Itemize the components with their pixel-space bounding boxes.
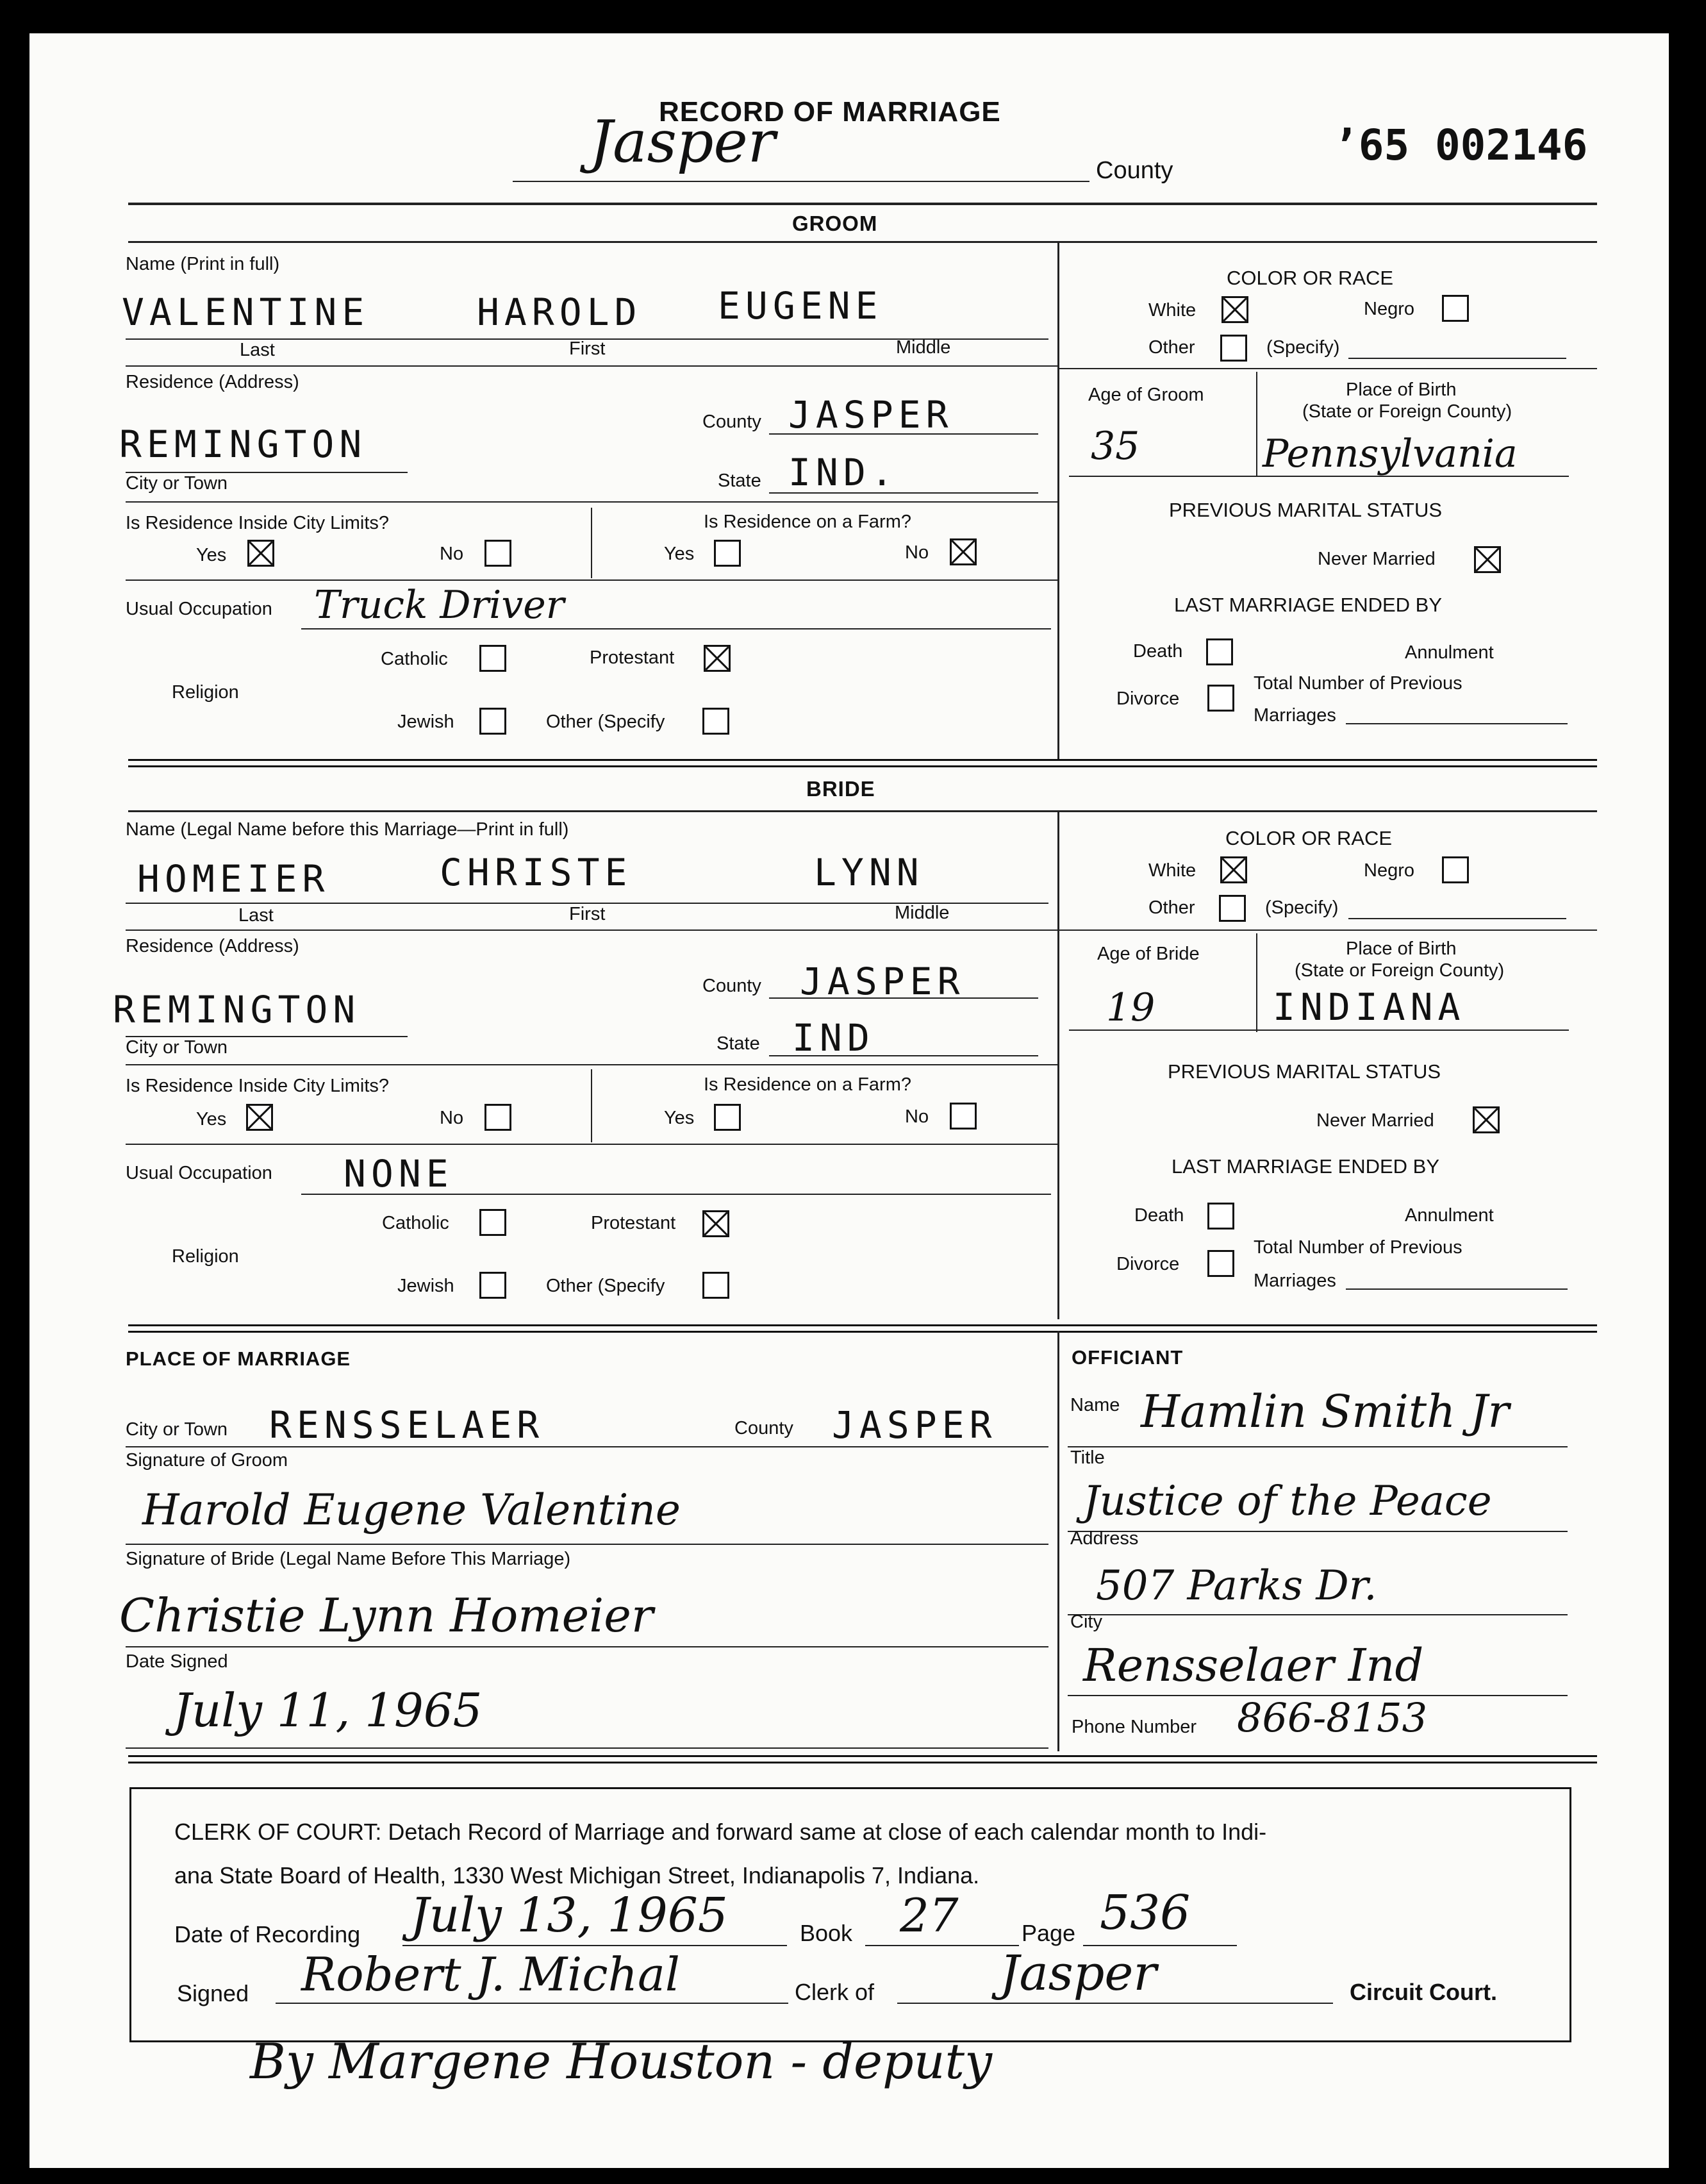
- bride-total-prev-line: [1346, 1288, 1568, 1290]
- groom-occupation-label: Usual Occupation: [126, 599, 272, 619]
- bride-last-caption: Last: [238, 905, 274, 926]
- marriage-city-line: [126, 1446, 1048, 1447]
- bride-last-name: HOMEIER: [137, 857, 330, 901]
- groom-last-caption: Last: [240, 340, 275, 360]
- groom-divorce-label: Divorce: [1116, 688, 1180, 709]
- groom-jewish-label: Jewish: [397, 712, 454, 732]
- bride-state-label: State: [716, 1033, 760, 1054]
- bride-middle-name: LYNN: [814, 851, 924, 894]
- officiant-address-label: Address: [1070, 1528, 1139, 1549]
- bride-residence-bottom: [126, 1064, 1057, 1065]
- bride-white-checkbox[interactable]: [1220, 856, 1247, 883]
- groom-total-prev-line: [1346, 723, 1568, 724]
- bride-divorce-label: Divorce: [1116, 1254, 1180, 1274]
- groom-other-race-label: Other: [1148, 337, 1195, 358]
- groom-inside-city-question: Is Residence Inside City Limits?: [126, 513, 389, 533]
- groom-residence-divider: [591, 508, 592, 578]
- bride-signature-line: [126, 1646, 1048, 1647]
- groom-name-label: Name (Print in full): [126, 254, 280, 274]
- bride-marriages-label: Marriages: [1254, 1271, 1336, 1291]
- officiant-address: 507 Parks Dr.: [1096, 1562, 1377, 1610]
- groom-state: IND.: [788, 451, 899, 494]
- record-number: ’65 002146: [1333, 121, 1588, 170]
- groom-negro-label: Negro: [1364, 299, 1414, 319]
- groom-inside-yes-label: Yes: [196, 545, 227, 565]
- bride-residence-divider: [591, 1069, 592, 1142]
- bride-name-bottom: [126, 929, 1057, 931]
- marriage-county-label: County: [734, 1418, 793, 1438]
- bride-other-race-label: Other: [1148, 897, 1195, 918]
- groom-total-prev-label: Total Number of Previous: [1254, 673, 1462, 694]
- bride-total-prev-label: Total Number of Previous: [1254, 1237, 1462, 1258]
- groom-county-label: County: [702, 412, 761, 432]
- bride-other-religion-label: Other (Specify: [546, 1276, 665, 1296]
- groom-farm-yes-label: Yes: [664, 544, 695, 564]
- bride-place-of-birth: INDIANA: [1273, 985, 1466, 1029]
- officiant-phone: 866-8153: [1237, 1694, 1428, 1741]
- county-handwritten: Jasper: [590, 108, 775, 176]
- bride-signature: Christie Lynn Homeier: [119, 1588, 654, 1642]
- bride-specify-label: (Specify): [1265, 897, 1339, 918]
- groom-county-line: [769, 433, 1038, 435]
- bride-negro-checkbox[interactable]: [1442, 856, 1469, 883]
- bride-pob-sublabel: (State or Foreign County): [1295, 960, 1505, 981]
- bride-occupation-line: [301, 1194, 1051, 1195]
- clerk-of-label: Clerk of: [795, 1979, 875, 2005]
- bride-never-married-label: Never Married: [1316, 1110, 1434, 1131]
- groom-specify-line: [1348, 358, 1566, 359]
- bride-signature-label: Signature of Bride (Legal Name Before This Marriage): [126, 1549, 571, 1569]
- bride-farm-yes-checkbox[interactable]: [714, 1104, 741, 1131]
- bride-divider: [1057, 810, 1059, 1319]
- bride-age: 19: [1106, 985, 1155, 1030]
- bride-death-checkbox[interactable]: [1207, 1203, 1234, 1230]
- groom-residence-bottom: [126, 501, 1057, 503]
- bride-county-label: County: [702, 976, 761, 996]
- bride-race-bottom: [1057, 929, 1597, 931]
- groom-age-label: Age of Groom: [1088, 385, 1204, 405]
- date-signed-label: Date Signed: [126, 1651, 228, 1672]
- place-of-marriage-title: PLACE OF MARRIAGE: [126, 1347, 351, 1370]
- officiant-city: Rensselaer Ind: [1083, 1639, 1424, 1692]
- officiant-title-line: [1068, 1531, 1568, 1532]
- bride-other-race-checkbox[interactable]: [1219, 895, 1246, 922]
- groom-age: 35: [1091, 424, 1140, 469]
- groom-other-religion-label: Other (Specify: [546, 712, 665, 732]
- bride-catholic-label: Catholic: [382, 1213, 449, 1233]
- marriage-county: JASPER: [832, 1403, 997, 1447]
- bride-age-label: Age of Bride: [1097, 944, 1200, 964]
- groom-never-married-label: Never Married: [1318, 549, 1436, 569]
- groom-death-checkbox[interactable]: [1206, 638, 1233, 665]
- groom-other-religion-checkbox[interactable]: [702, 708, 729, 735]
- bride-white-label: White: [1148, 860, 1197, 881]
- groom-occupation-line: [301, 628, 1051, 629]
- bride-name-label: Name (Legal Name before this Marriage—Print in full): [126, 819, 569, 840]
- groom-farm-no-checkbox[interactable]: [950, 538, 977, 565]
- deputy-signature: By Margene Houston - deputy: [250, 2033, 993, 2090]
- bride-catholic-checkbox[interactable]: [479, 1209, 506, 1236]
- marriage-city-label: City or Town: [126, 1419, 228, 1440]
- bride-state-line: [769, 1055, 1038, 1056]
- groom-divorce-checkbox[interactable]: [1207, 685, 1234, 712]
- bride-farm-question: Is Residence on a Farm?: [704, 1074, 911, 1095]
- clerk-of-county: Jasper: [1000, 1944, 1157, 2001]
- marriage-city: RENSSELAER: [269, 1403, 545, 1447]
- bride-prev-status-title: PREVIOUS MARITAL STATUS: [1168, 1060, 1441, 1083]
- bride-last-marriage-title: LAST MARRIAGE ENDED BY: [1172, 1155, 1440, 1178]
- bride-inside-no-checkbox[interactable]: [484, 1104, 511, 1131]
- bride-never-married-checkbox[interactable]: [1473, 1106, 1500, 1133]
- county-line: [513, 181, 1089, 182]
- bride-first-caption: First: [569, 904, 606, 924]
- county-label: County: [1096, 157, 1173, 184]
- groom-state-line: [769, 492, 1038, 494]
- book-label: Book: [800, 1920, 853, 1946]
- bride-pob-line: [1069, 1029, 1569, 1031]
- date-of-recording-line: [402, 1945, 787, 1946]
- groom-protestant-label: Protestant: [590, 647, 675, 668]
- groom-section-title: GROOM: [792, 212, 878, 235]
- groom-first-caption: First: [569, 338, 606, 359]
- date-signed-line: [126, 1747, 1048, 1749]
- groom-middle-name: EUGENE: [718, 284, 883, 328]
- groom-last-marriage-title: LAST MARRIAGE ENDED BY: [1174, 594, 1443, 616]
- officiant-address-line: [1068, 1614, 1568, 1615]
- bride-first-name: CHRISTE: [440, 851, 633, 894]
- groom-catholic-label: Catholic: [381, 649, 448, 669]
- bride-farm-yes-label: Yes: [664, 1108, 695, 1128]
- groom-pob-sublabel: (State or Foreign County): [1302, 401, 1512, 422]
- date-of-recording-label: Date of Recording: [174, 1921, 361, 1947]
- groom-age-divider: [1256, 372, 1257, 477]
- bride-residence-label: Residence (Address): [126, 936, 299, 956]
- groom-race-bottom: [1057, 368, 1597, 369]
- bride-top-rule: [128, 759, 1597, 767]
- groom-farm-bottom: [126, 579, 1057, 581]
- groom-protestant-checkbox[interactable]: [704, 645, 731, 672]
- groom-name-bottom: [126, 365, 1057, 367]
- book-line: [865, 1945, 1019, 1946]
- bride-race-title: COLOR OR RACE: [1225, 827, 1393, 849]
- groom-jewish-checkbox[interactable]: [479, 708, 506, 735]
- groom-never-married-checkbox[interactable]: [1474, 546, 1501, 573]
- signed-line: [276, 2003, 788, 2004]
- officiant-city-label: City: [1070, 1612, 1102, 1632]
- groom-marriages-label: Marriages: [1254, 705, 1336, 726]
- bride-religion-label: Religion: [172, 1246, 239, 1267]
- bride-occupation-label: Usual Occupation: [126, 1163, 272, 1183]
- groom-death-label: Death: [1133, 641, 1183, 662]
- groom-residence-label: Residence (Address): [126, 372, 299, 392]
- signed-label: Signed: [177, 1980, 249, 2006]
- bride-city: REMINGTON: [113, 988, 361, 1031]
- bride-farm-no-label: No: [905, 1106, 929, 1127]
- bride-age-divider: [1256, 933, 1257, 1032]
- officiant-title: OFFICIANT: [1072, 1346, 1184, 1369]
- bride-negro-label: Negro: [1364, 860, 1414, 881]
- groom-inside-no-label: No: [440, 544, 464, 564]
- groom-white-label: White: [1148, 300, 1197, 321]
- bride-inside-yes-checkbox[interactable]: [246, 1104, 273, 1131]
- marriage-top-rule: [128, 1324, 1597, 1333]
- groom-farm-question: Is Residence on a Farm?: [704, 512, 911, 532]
- officiant-phone-label: Phone Number: [1072, 1717, 1197, 1737]
- groom-inside-yes-checkbox[interactable]: [247, 540, 274, 567]
- clerk-of-line: [897, 2003, 1333, 2004]
- groom-county: JASPER: [788, 393, 954, 437]
- bride-specify-line: [1348, 918, 1566, 919]
- bride-protestant-label: Protestant: [591, 1213, 676, 1233]
- groom-farm-no-label: No: [905, 542, 929, 563]
- bride-county: JASPER: [800, 960, 965, 1003]
- bride-death-label: Death: [1134, 1205, 1184, 1226]
- groom-white-checkbox[interactable]: [1222, 296, 1248, 323]
- groom-signature-line: [126, 1544, 1048, 1545]
- bride-divorce-checkbox[interactable]: [1207, 1250, 1234, 1277]
- bride-pob-label: Place of Birth: [1346, 938, 1457, 959]
- groom-specify-label: (Specify): [1266, 337, 1340, 358]
- clerk-signature: Robert J. Michal: [301, 1947, 680, 2001]
- date-signed: July 11, 1965: [173, 1683, 483, 1737]
- groom-last-name: VALENTINE: [122, 290, 370, 334]
- book-number: 27: [900, 1888, 959, 1942]
- bride-middle-caption: Middle: [895, 903, 950, 923]
- officiant-title-value: Justice of the Peace: [1083, 1478, 1492, 1525]
- groom-other-race-checkbox[interactable]: [1220, 335, 1247, 362]
- officiant-title-label: Title: [1070, 1447, 1105, 1468]
- groom-first-name: HAROLD: [477, 290, 642, 334]
- bride-county-line: [769, 997, 1038, 999]
- groom-middle-caption: Middle: [896, 337, 951, 358]
- clerk-instructions-line-2: ana State Board of Health, 1330 West Michigan Street, Indianapolis 7, Indiana.: [174, 1862, 980, 1888]
- top-rule: [128, 203, 1597, 205]
- bride-inside-city-question: Is Residence Inside City Limits?: [126, 1076, 389, 1096]
- groom-divider: [1057, 241, 1059, 759]
- groom-race-title: COLOR OR RACE: [1227, 267, 1394, 289]
- form-title: RECORD OF MARRIAGE: [659, 96, 1001, 128]
- groom-prev-status-title: PREVIOUS MARITAL STATUS: [1169, 499, 1443, 521]
- page-number: 536: [1100, 1885, 1191, 1940]
- groom-farm-yes-checkbox[interactable]: [714, 540, 741, 567]
- clerk-top-rule: [128, 1755, 1597, 1763]
- bride-state: IND: [792, 1016, 875, 1060]
- bride-section-title: BRIDE: [806, 777, 875, 801]
- bride-inside-yes-label: Yes: [196, 1109, 227, 1130]
- officiant-name-line: [1068, 1446, 1568, 1447]
- groom-signature: Harold Eugene Valentine: [142, 1485, 681, 1535]
- bride-occupation: NONE: [344, 1152, 454, 1196]
- groom-inside-no-checkbox[interactable]: [484, 540, 511, 567]
- bride-protestant-checkbox[interactable]: [702, 1210, 729, 1237]
- groom-pob-line: [1069, 476, 1569, 477]
- groom-catholic-checkbox[interactable]: [479, 645, 506, 672]
- page-label: Page: [1022, 1920, 1076, 1946]
- groom-occupation: Truck Driver: [314, 583, 565, 628]
- groom-city: REMINGTON: [119, 422, 367, 466]
- clerk-instructions-line-1: CLERK OF COURT: Detach Record of Marriage and forward same at close of each calendar month to Indi-: [174, 1819, 1267, 1845]
- officiant-name-label: Name: [1070, 1395, 1120, 1415]
- bride-jewish-checkbox[interactable]: [479, 1272, 506, 1299]
- officiant-name: Hamlin Smith Jr: [1141, 1385, 1509, 1438]
- groom-annulment-label: Annulment: [1405, 642, 1494, 663]
- groom-city-caption: City or Town: [126, 473, 228, 494]
- groom-negro-checkbox[interactable]: [1442, 295, 1469, 322]
- bride-rule: [128, 810, 1597, 812]
- bride-farm-bottom: [126, 1144, 1057, 1145]
- marriage-divider: [1057, 1331, 1059, 1751]
- groom-religion-label: Religion: [172, 682, 239, 703]
- bride-jewish-label: Jewish: [397, 1276, 454, 1296]
- bride-other-religion-checkbox[interactable]: [702, 1272, 729, 1299]
- bride-city-caption: City or Town: [126, 1037, 228, 1058]
- bride-farm-no-checkbox[interactable]: [950, 1103, 977, 1130]
- groom-signature-label: Signature of Groom: [126, 1450, 288, 1471]
- groom-rule: [128, 241, 1597, 243]
- groom-pob-label: Place of Birth: [1346, 379, 1457, 400]
- groom-state-label: State: [718, 471, 761, 491]
- groom-place-of-birth: Pennsylvania: [1263, 431, 1518, 476]
- date-of-recording: July 13, 1965: [410, 1888, 728, 1943]
- bride-annulment-label: Annulment: [1405, 1205, 1494, 1226]
- bride-inside-no-label: No: [440, 1108, 464, 1128]
- circuit-court-label: Circuit Court.: [1350, 1979, 1497, 2005]
